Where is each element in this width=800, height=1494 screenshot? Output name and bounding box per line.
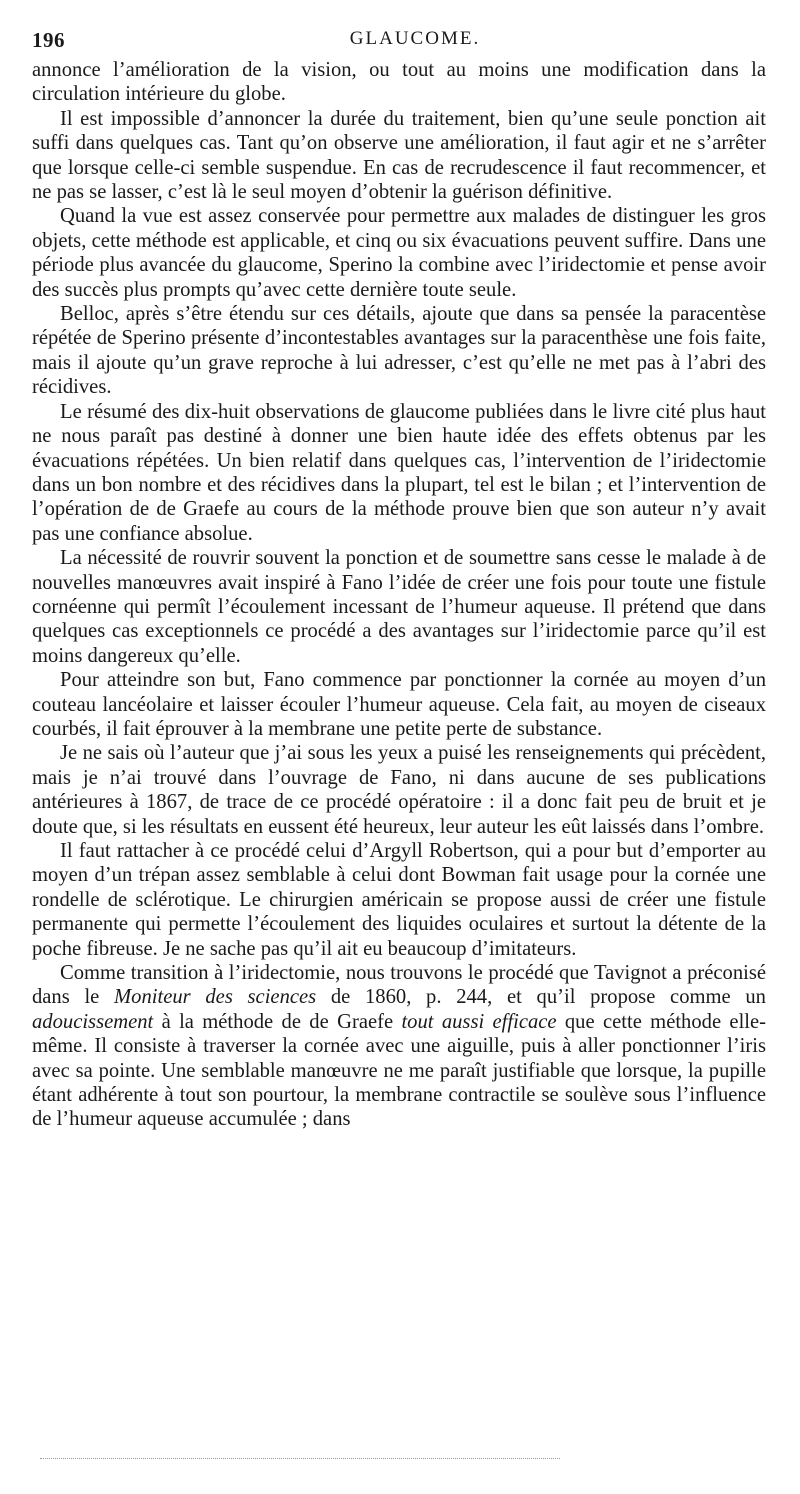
- body-text: [32, 58, 766, 1132]
- text-run: Comme transition à l’iridectomie, nous trouvons le procédé que Tavignot a préconisé dans le: [32, 962, 766, 1009]
- paragraph: [32, 546, 766, 668]
- text-run: La nécessité de rouvrir souvent la ponction et de soumettre sans cesse le malade à de nouvelles manœuvres avait inspiré à Fano l’idée de créer une fois pour toute une fistule cornéenne qui permît l’écoulement incessant de l’humeur aqueuse. Il prétend que dans quelques cas exceptionnels ce procédé a des avantages sur l’iridectomie parce qu’il est moins dangereux qu’elle.: [32, 547, 766, 667]
- text-run: Quand la vue est assez conservée pour permettre aux malades de distinguer les gros objets, cette méthode est applicable, et cinq ou six évacuations peuvent suffire. Dans une période plus avancée du glaucome, Sperino la combine avec l’iridectomie et pense avoir des succès plus prompts qu’avec cette dernière toute seule.: [32, 205, 766, 301]
- paragraph: [32, 302, 766, 400]
- text-run: annonce l’amélioration de la vision, ou tout au moins une modification dans la circulation intérieure du globe.: [32, 59, 766, 106]
- paragraph: [32, 741, 766, 839]
- paragraph: [32, 400, 766, 546]
- italic-text: tout aussi efficace: [401, 1010, 557, 1033]
- paragraph: [32, 107, 766, 205]
- page-header: [32, 28, 768, 58]
- running-title: GLAUCOME.: [349, 28, 481, 49]
- paragraph: [32, 668, 766, 741]
- paragraph: [32, 961, 766, 1132]
- text-run: Je ne sais où l’auteur que j’ai sous les yeux a puisé les renseignements qui précèdent, mais je n’ai trouvé dans l’ouvrage de Fano, ni dans aucune de ses publications antérieures à 1867, de trace de ce procédé opératoire : il a donc fait peu de bruit et je doute que, si les résultats en eussent été heureux, leur auteur les eût laissés dans l’ombre.: [32, 742, 766, 838]
- paragraph: [32, 839, 766, 961]
- paragraph: [32, 204, 766, 302]
- italic-text: adoucissement: [32, 1010, 154, 1033]
- text-run: Le résumé des dix-huit observations de glaucome publiées dans le livre cité plus haut ne nous paraît pas destiné à donner une bien haute idée des effets obtenus par les évacuations répétées. Un bien relatif dans quelques cas, l’intervention de l’iridectomie dans un bon nombre et des récidives dans la plupart, tel est le bilan ; et l’intervention de l’opération de de Graefe au cours de la méthode prouve bien que son auteur n’y avait pas une confiance absolue.: [32, 400, 766, 545]
- italic-text: Moniteur des sciences: [114, 986, 317, 1009]
- text-run: Pour atteindre son but, Fano commence par ponctionner la cornée au moyen d’un couteau lancéolaire et laisser écouler l’humeur aqueuse. Cela fait, au moyen de ciseaux courbés, il fait éprouver à la membrane une petite perte de substance.: [32, 669, 766, 740]
- text-run: Il faut rattacher à ce procédé celui d’Argyll Robertson, qui a pour but d’emporter au moyen d’un trépan assez semblable à celui dont Bowman fait usage pour la cornée une rondelle de sclérotique. Le chirurgien américain se propose aussi de créer une fistule permanente qui permette l’écoulement des liquides oculaires et surtout la détente de la poche fibreuse. Je ne sache pas qu’il ait eu beaucoup d’imitateurs.: [32, 840, 766, 960]
- text-run: de 1860, p. 244, et qu’il propose comme un: [316, 986, 766, 1009]
- text-run: que cette méthode elle-même. Il consiste à traverser la cornée avec une aiguille, puis à aller ponctionner l’iris avec sa pointe. Une semblable manœuvre ne me paraît justifiable que lorsque, la pupille étant adhérente à tout son pourtour, la membrane contractile se soulève sous l’influence de l’humeur aqueuse accumulée ; dans: [32, 1010, 767, 1131]
- footer-rule: [40, 1458, 560, 1459]
- paragraph: [32, 58, 766, 107]
- text-run: Il est impossible d’annoncer la durée du traitement, bien qu’une seule ponction ait suffi dans quelques cas. Tant qu’on observe une amélioration, il faut agir et ne s’arrêter que lorsque celle-ci semble suspendue. En cas de recrudescence il faut recommencer, et ne pas se lasser, c’est là le seul moyen d’obtenir la guérison définitive.: [32, 107, 766, 204]
- text-run: à la méthode de de Graefe: [153, 1010, 402, 1033]
- text-run: Belloc, après s’être étendu sur ces détails, ajoute que dans sa pensée la paracentèse répétée de Sperino présente d’incontestables avantages sur la paracenthèse une fois faite, mais il ajoute qu’un grave reproche à lui adresser, c’est qu’elle ne met pas à l’abri des récidives.: [32, 303, 766, 399]
- page-number: 196: [32, 28, 65, 52]
